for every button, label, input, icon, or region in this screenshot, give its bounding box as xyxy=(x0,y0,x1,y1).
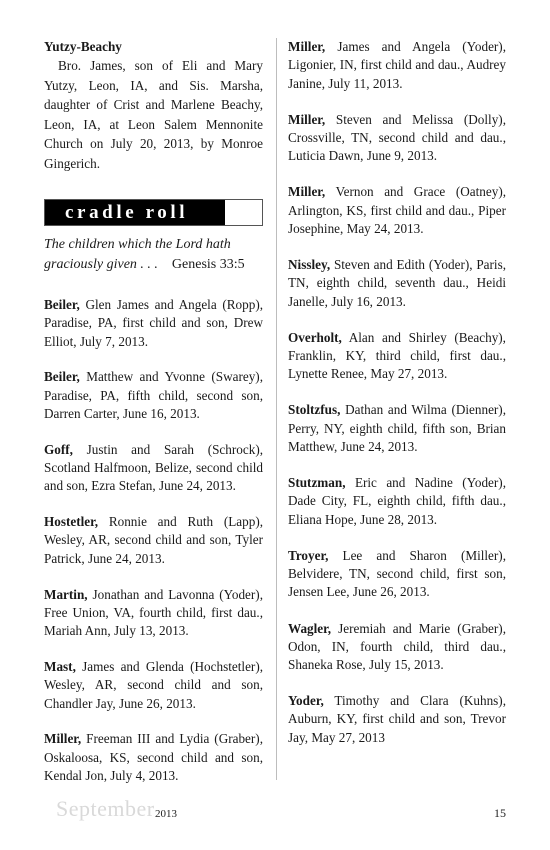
family-name: Beiler, xyxy=(44,297,80,312)
footer-month: September xyxy=(56,796,155,821)
wedding-title: Yutzy-Beachy xyxy=(44,39,122,54)
birth-entry xyxy=(288,329,506,384)
section-banner xyxy=(44,199,263,226)
birth-entry xyxy=(44,658,263,713)
entry-text: Eric and Nadine (Yoder), Dade City, FL, eighth child, fifth dau., Eliana Hope, June 28, 2013. xyxy=(288,475,506,527)
entry-text: Glen James and Angela (Ropp), Paradise, PA, first child and son, Drew Elliot, July 7, 2013. xyxy=(44,297,264,349)
birth-entry xyxy=(44,513,263,568)
birth-entry xyxy=(44,368,263,423)
section-verse xyxy=(44,235,263,274)
birth-entry xyxy=(288,692,506,747)
entry-text: Vernon and Grace (Oatney), Arlington, KS, first child and dau., Piper Josephine, May 24, 2013. xyxy=(288,184,507,236)
birth-entry xyxy=(44,296,263,351)
entry-text: Alan and Shirley (Beachy), Franklin, KY, third child, first dau., Lynette Renee, May 27, 2013. xyxy=(288,329,506,382)
family-name: Nissley, xyxy=(288,257,331,273)
family-name: Beiler, xyxy=(44,369,80,385)
family-name: Stutzman, xyxy=(288,475,346,491)
entry-text: James and Angela (Yoder), Ligonier, IN, first child and dau., Audrey Janine, July 11, 2013. xyxy=(288,39,506,91)
wedding-notice xyxy=(44,38,263,173)
family-name: Troyer, xyxy=(288,547,329,563)
entry-text: Freeman III and Lydia (Graber), Oskaloosa, KS, second child and son, Kendal Jon, July 4, 2013. xyxy=(44,731,263,783)
family-name: Yoder, xyxy=(288,693,324,709)
family-name: Miller, xyxy=(288,184,326,200)
family-name: Miller, xyxy=(288,111,326,127)
entry-text: Lee and Sharon (Miller), Belvidere, TN, second child, first son, Jensen Lee, June 26, 2013. xyxy=(288,547,506,600)
birth-entry xyxy=(44,730,263,785)
birth-entry xyxy=(288,256,506,311)
family-name: Stoltzfus, xyxy=(288,402,341,418)
birth-entry xyxy=(288,547,506,602)
entry-text: Ronnie and Ruth (Lapp), Wesley, AR, second child and son, Tyler Patrick, June 24, 2013. xyxy=(44,514,264,566)
entry-text: Jeremiah and Marie (Graber), Odon, IN, fourth child, third dau., Shaneka Rose, July 15, 2013. xyxy=(288,620,506,673)
entry-text: Justin and Sarah (Schrock), Scotland Halfmoon, Belize, second child and son, Ezra Stefan, June 24, 2013. xyxy=(44,441,264,494)
birth-entry xyxy=(288,401,506,456)
verse-text: The children which the Lord hath graciously given . . . xyxy=(44,237,231,272)
birth-entry xyxy=(288,474,506,529)
entry-text: Steven and Melissa (Dolly), Crossville, TN, second child and dau., Luticia Dawn, June 9, 2013. xyxy=(288,111,506,164)
family-name: Hostetler, xyxy=(44,514,99,530)
birth-entry xyxy=(44,441,263,496)
section-title: cradle roll xyxy=(65,202,189,223)
birth-entry xyxy=(288,183,506,238)
entry-text: Jonathan and Lavonna (Yoder), Free Union, VA, fourth child, first dau., Mariah Ann, July 13, 2013. xyxy=(44,586,263,639)
column-divider xyxy=(276,38,277,780)
family-name: Mast, xyxy=(44,658,76,674)
family-name: Wagler, xyxy=(288,620,332,636)
family-name: Martin, xyxy=(44,586,88,602)
family-name: Miller, xyxy=(288,39,326,54)
entry-text: James and Glenda (Hochstetler), Wesley, AR, second child and son, Chandler Jay, June 26, 2013. xyxy=(44,658,264,711)
entry-text: Matthew and Yvonne (Swarey), Paradise, PA, fifth child, second son, Darren Carter, June 16, 2013. xyxy=(44,369,263,421)
birth-entry xyxy=(288,111,506,166)
wedding-text: Bro. James, son of Eli and Mary Yutzy, Leon, IA, and Sis. Marsha, daughter of Crist and Marlene Beachy, Leon, IA, at Leon Salem Mennonite Church on July 20, 2013, by Monroe Gingerich. xyxy=(44,58,263,171)
family-name: Goff, xyxy=(44,441,73,457)
cradle-roll-right-column xyxy=(288,38,506,765)
birth-entry xyxy=(288,620,506,675)
birth-entry xyxy=(44,586,263,641)
family-name: Overholt, xyxy=(288,329,342,345)
birth-entry xyxy=(288,38,506,93)
entry-text: Dathan and Wilma (Dienner), Perry, NY, eighth child, fifth son, Brian Matthew, June 24, 2013. xyxy=(288,402,506,455)
entry-text: Steven and Edith (Yoder), Paris, TN, eighth child, seventh dau., Heidi Janelle, July 16, 2013. xyxy=(288,257,507,309)
entry-text: Timothy and Clara (Kuhns), Auburn, KY, first child and son, Trevor Jay, May 27, 2013 xyxy=(288,693,506,745)
family-name: Miller, xyxy=(44,731,82,747)
verse-reference: Genesis 33:5 xyxy=(171,256,245,272)
footer-year: 2013 xyxy=(155,808,177,820)
page-number: 15 xyxy=(494,806,506,820)
cradle-roll-left-column xyxy=(44,296,263,803)
